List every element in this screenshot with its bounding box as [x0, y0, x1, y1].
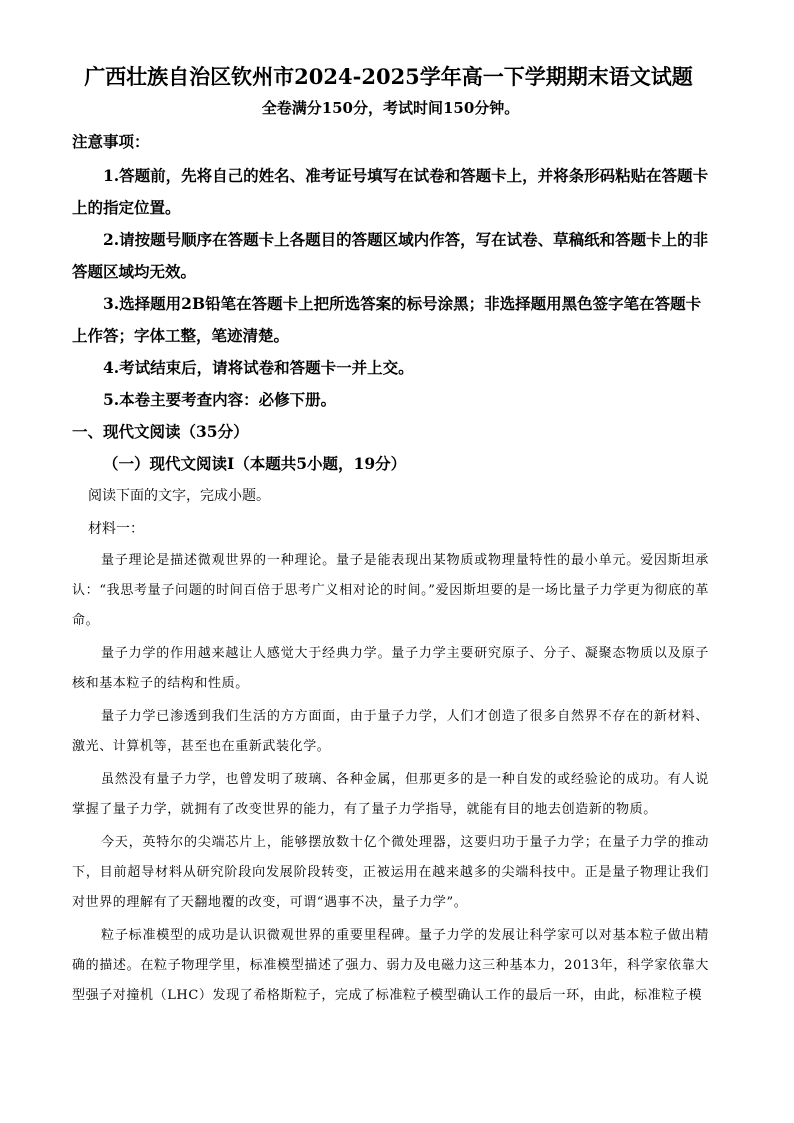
- exam-info: 全卷满分150分，考试时间150分钟。: [261, 99, 520, 117]
- body-paragraph: 今天，英特尔的尖端芯片上，能够摆放数十亿个微处理器，这要归功于量子力学；在量子力学的推动下，目前超导材料从研究阶段向发展阶段转变，正被运用在越来越多的尖端科技中。正是量子物理让我们对世界的理解有了天翻地覆的改变，可谓“遇事不决，量子力学”。: [72, 835, 709, 910]
- body-paragraph: 量子力学的作用越来越让人感觉大于经典力学。量子力学主要研究原子、分子、凝聚态物质以及原子核和基本粒子的结构和性质。: [72, 646, 709, 691]
- page-title: 广西壮族自治区钦州市2024-2025学年高一下学期期末语文试题: [84, 64, 693, 89]
- note-item: 1.答题前，先将自己的姓名、准考证号填写在试卷和答题卡上，并将条形码粘贴在答题卡上的指定位置。: [72, 166, 709, 217]
- note-item: 5.本卷主要考查内容：必修下册。: [103, 390, 337, 409]
- body-paragraph: 量子理论是描述微观世界的一种理论。量子是能表现出某物质或物理量特性的最小单元。爱因斯坦承认：“我思考量子问题的时间百倍于思考广义相对论的时间。”爱因斯坦要的是一场比量子力学更为彻底的革命。: [72, 553, 709, 628]
- body-paragraph: 量子力学已渗透到我们生活的方方面面，由于量子力学，人们才创造了很多自然界不存在的新材料、激光、计算机等，甚至也在重新武装化学。: [72, 709, 709, 754]
- reading-instruction: 阅读下面的文字，完成小题。: [88, 488, 270, 504]
- note-item: 4.考试结束后，请将试卷和答题卡一并上交。: [103, 358, 414, 377]
- body-paragraph: 虽然没有量子力学，也曾发明了玻璃、各种金属，但那更多的是一种自发的或经验论的成功。有人说掌握了量子力学，就拥有了改变世界的能力，有了量子力学指导，就能有目的地去创造新的物质。: [72, 772, 709, 817]
- note-item: 3.选择题用2B铅笔在答题卡上把所选答案的标号涂黑；非选择题用黑色签字笔在答题卡上作答；字体工整，笔迹清楚。: [72, 294, 702, 345]
- notes-heading: 注意事项：: [72, 132, 150, 151]
- body-paragraph: 粒子标准模型的成功是认识微观世界的重要里程碑。量子力学的发展让科学家可以对基本粒子做出精确的描述。在粒子物理学里，标准模型描述了强力、弱力及电磁力这三种基本力，2013年，科学家依靠大型强子对撞机（LHC）发现了希格斯粒子，完成了标准粒子模型确认工作的最后一环，由此，标准粒子模: [72, 928, 709, 1003]
- note-item: 2.请按题号顺序在答题卡上各题目的答题区域内作答，写在试卷、草稿纸和答题卡上的非答题区域均无效。: [72, 230, 709, 281]
- material-label: 材料一：: [88, 521, 144, 537]
- section-heading: 一、现代文阅读（35分）: [72, 422, 249, 441]
- subsection-heading: （一）现代文阅读Ⅰ（本题共5小题，19分）: [103, 454, 407, 473]
